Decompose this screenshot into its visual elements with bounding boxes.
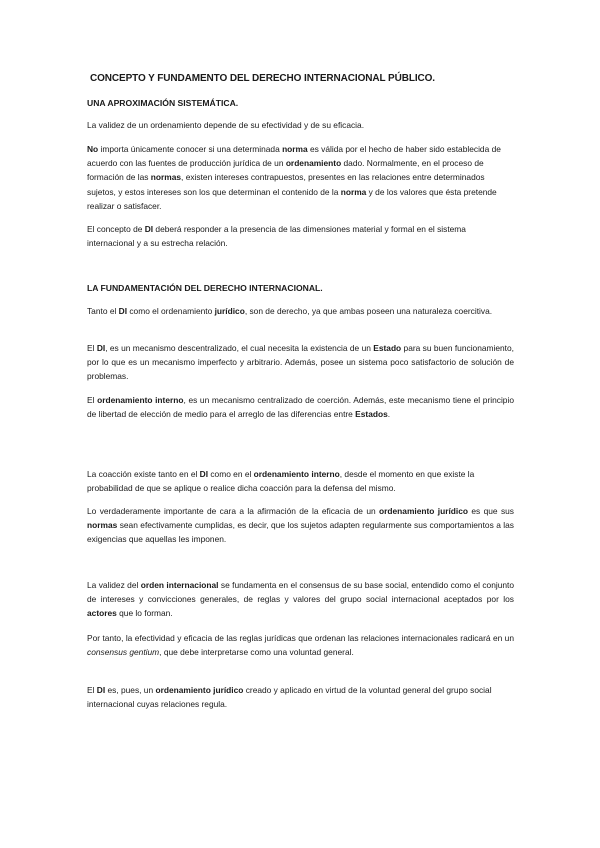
paragraph-coaction — [87, 467, 514, 495]
text-run: El concepto de — [87, 224, 145, 234]
emphasis-bold: Estados — [355, 409, 388, 420]
text-run: se fundamenta en el consensus de su base social, entendido como el conjunto de intereses y convicciones generales, de reglas y valores del grupo social internacional aceptados por los — [87, 580, 515, 605]
paragraph-coercive-nature — [87, 304, 514, 318]
paragraph-decentralized — [87, 341, 514, 384]
emphasis-bold: actores — [87, 608, 117, 619]
text-run: La coacción existe tanto en el — [87, 469, 200, 479]
text-run: La validez del — [87, 580, 141, 590]
emphasis-bold: norma — [282, 144, 308, 154]
text-run: es, pues, un — [105, 685, 156, 695]
text-run: , existen intereses contrapuestos, presentes en las relaciones entre determinados sujetos, y estos intereses son los que determinan el contenido de la — [87, 172, 485, 197]
document-title: CONCEPTO Y FUNDAMENTO DEL DERECHO INTERNACIONAL PÚBLICO. — [90, 73, 435, 84]
emphasis-bold: Estado — [373, 343, 402, 353]
text-run: , que debe interpretarse como una voluntad general. — [159, 647, 354, 658]
paragraph-consensus-gentium — [87, 631, 514, 659]
emphasis-bold: normas — [87, 520, 118, 531]
text-run: , es un mecanismo descentralizado, el cual necesita la existencia de un — [105, 343, 374, 353]
text-run: Lo verdaderamente importante de cara a la afirmación de la eficacia de un — [87, 506, 380, 516]
text-run: es que sus — [468, 506, 514, 516]
text-run: Por tanto, la efectividad y eficacia de las reglas jurídicas que ordenan las relaciones internacionales radicará en un — [87, 633, 514, 643]
text-run: dado. Normalmente, en el proceso de formación de las — [87, 158, 484, 183]
paragraph-norms — [87, 142, 514, 213]
paragraph-di-concept — [87, 222, 514, 250]
paragraph-internal-order — [87, 393, 514, 421]
emphasis-bold: ordenamiento — [285, 158, 342, 169]
text-run: y de los valores que ésta pretende realizar o satisfacer. — [87, 186, 497, 211]
paragraph-international-order — [87, 578, 514, 621]
emphasis-bold: orden internacional — [140, 580, 219, 590]
text-run: como el ordenamiento — [127, 306, 215, 316]
text-run: deberá responder a la presencia de las dimensiones material y formal en el sistema internacional y a su estrecha relación. — [87, 224, 466, 249]
text-run: , es un mecanismo centralizado de coerción. Además, este mecanismo tiene el principio de libertad de elección de medio para el arreglo de las diferencias entre — [87, 395, 514, 420]
emphasis-bold: DI — [118, 306, 128, 316]
emphasis-bold: DI — [144, 224, 154, 234]
paragraph-validity: La validez de un ordenamiento depende de su efectividad y de su eficacia. — [87, 120, 365, 130]
emphasis-bold: ordenamiento jurídico — [155, 685, 244, 695]
text-run: es válida por el hecho de haber sido establecida de acuerdo con las fuentes de producción jurídica de un — [87, 144, 501, 169]
emphasis-bold: normas — [150, 172, 182, 183]
text-run: como en el — [208, 469, 254, 479]
text-run: , desde el momento en que existe la probabilidad de que se aplique o realice dicha coacción para la defensa del mismo. — [87, 469, 475, 494]
paragraph-efficacy — [87, 504, 514, 547]
emphasis-bold: ordenamiento interno — [97, 395, 184, 405]
emphasis-bold: ordenamiento jurídico — [379, 506, 469, 516]
section-subtitle: UNA APROXIMACIÓN SISTEMÁTICA. — [87, 98, 239, 108]
emphasis-bold: DI — [199, 469, 209, 479]
text-run: que lo forman. — [116, 608, 173, 619]
emphasis-bold: jurídico — [214, 306, 245, 316]
text-run: El — [87, 395, 98, 405]
emphasis-bold: norma — [340, 186, 367, 197]
emphasis-bold: DI — [96, 685, 106, 695]
text-run: . — [387, 409, 391, 420]
text-run: El — [87, 343, 97, 353]
emphasis-bold: ordenamiento interno — [253, 469, 340, 479]
text-run: sean efectivamente cumplidas, es decir, que los sujetos adapten regularmente sus comportamientos a las exigencias que aquellas les imponen. — [87, 520, 514, 545]
text-run: El — [87, 685, 97, 695]
text-run: , son de derecho, ya que ambas poseen una naturaleza coercitiva. — [244, 306, 493, 316]
text-run: Tanto el — [87, 306, 119, 316]
paragraph-di-conclusion — [87, 683, 514, 711]
emphasis-bold: DI — [96, 343, 106, 353]
section-heading: LA FUNDAMENTACIÓN DEL DERECHO INTERNACIONAL. — [87, 283, 323, 293]
emphasis-italic: consensus gentium — [87, 647, 160, 658]
text-run: importa únicamente conocer si una determinada — [98, 144, 283, 154]
text-run: creado y aplicado en virtud de la voluntad general del grupo social internacional cuyas relaciones regula. — [87, 685, 492, 710]
text-run: para su buen funcionamiento, por lo que es un mecanismo imperfecto y arbitrario. Además, posee un sistema poco satisfactorio de solución de problemas. — [87, 343, 514, 382]
emphasis-bold: No — [87, 144, 99, 154]
